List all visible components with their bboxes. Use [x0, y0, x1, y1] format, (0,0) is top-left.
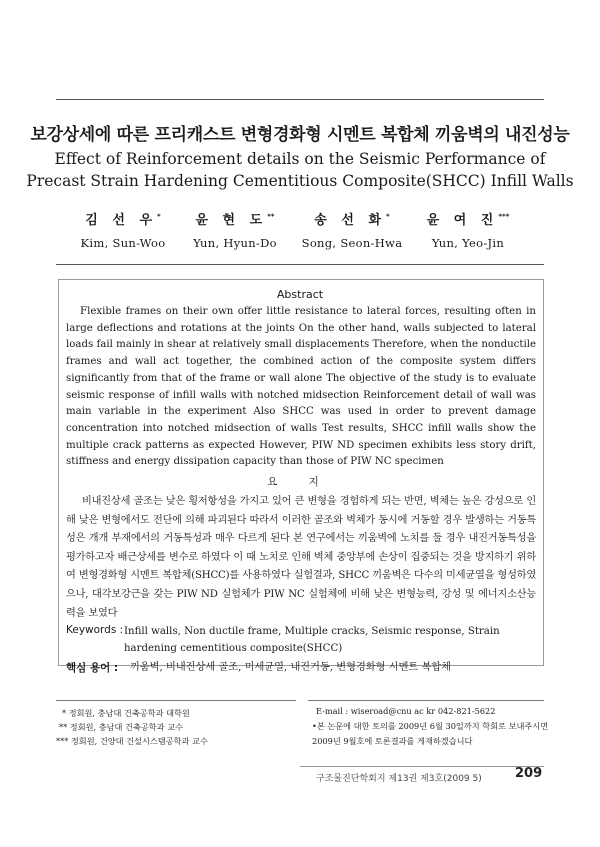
- english-title-line-2: Precast Strain Hardening Cementitious Composite(SHCC) Infill Walls: [26, 172, 574, 190]
- author-name-en: Song, Seon-Hwa: [301, 236, 403, 250]
- discussion-note: •본 논문에 대한 토의를 2009년 6월 30일까지 학회로 보내주시면 2009년 9월호에 토론결과를 게재하겠습니다: [312, 721, 549, 746]
- author-name-ko: 윤 현 도: [195, 213, 268, 228]
- footnote-text: 정회원, 건양대 건설시스템공학과 교수: [70, 736, 208, 746]
- keywords-korean-row: [66, 660, 546, 678]
- author-name-en: Yun, Yeo-Jin: [431, 236, 505, 250]
- author-4: [393, 209, 543, 250]
- author-mark: ***: [498, 212, 510, 221]
- footnote-1: [62, 708, 190, 719]
- korean-title: 보강상세에 따른 프리캐스트 변형경화형 시멘트 복합체 끼움벽의 내진성능: [30, 125, 570, 145]
- footnote-text: 정회원, 충남대 건축공학과 대학원: [68, 708, 190, 718]
- journal-rule: [300, 766, 544, 767]
- footnote-divider-left: [56, 700, 296, 701]
- author-name-en: Yun, Hyun-Do: [193, 236, 277, 250]
- english-title-line-1: Effect of Reinforcement details on the Seismic Performance of: [54, 150, 546, 168]
- journal-info: 구조물진단학회지 제13권 제3호(2009 5): [316, 774, 482, 784]
- author-name-ko: 김 선 우: [85, 213, 158, 228]
- abstract-english: Flexible frames on their own offer little resistance to lateral forces, resulting often in large deflections and rotations at the joints On the other hand, walls subjected to lateral loads fail mainly in shear at relatively small displacements Therefore, when the nonductile frames and wall act together, the combined action of the composite system differs significantly from that of the frame or wall alone The objective of the study is to evaluate seismic response of infill walls with notched midsection Reinforcement detail of wall was main variable in the experiment Also SHCC was used in order to prevent damage concentration into notched midsection of walls Test results, SHCC infill walls show the multiple crack patterns as expected However, PIW ND specimen exhibits less story drift, stiffness and energy dissipation capacity than those of PIW NC specimen: [66, 306, 536, 468]
- footnote-mark: **: [59, 722, 68, 732]
- author-name-ko: 송 선 화: [314, 213, 387, 228]
- abstract-heading: Abstract: [276, 288, 324, 301]
- author-name-ko: 윤 여 진: [426, 213, 499, 228]
- keywords-label: Keywords :: [66, 624, 124, 636]
- footnote-mark: *: [62, 708, 67, 718]
- abstract-korean: 비내진상세 골조는 낮은 횡저항성을 가지고 있어 큰 변형을 경험하게 되는 반면, 벽체는 높은 강성으로 인해 낮은 변형에서도 전단에 의해 파괴된다 따라서 이러한 골조와 벽체가 동시에 거동할 경우 발생하는 거동특성은 개개 부재에서의 거동특성과 매우 다르게 된다 본 연구에서는 끼움벽에 노치를 둘 경우 내진거동특성을 평가하고자 배근상세를 변수로 하였다 이 때 노치로 인해 벽체 중앙부에 손상이 집중되는 것을 방지하기 위하여 변형경화형 시멘트 복합체(SHCC)를 사용하였다 실험결과, SHCC 끼움벽은 다수의 미세균열을 형성하였으나, 대각보강근을 갖는 PIW ND 실험체가 PIW NC 실험체에 비해 낮은 변형능력, 강성 및 에너지소산능력을 보였다: [66, 496, 536, 619]
- author-name-en: Kim, Sun-Woo: [80, 236, 166, 250]
- footnote-divider-right: [308, 700, 544, 701]
- abstract-korean-heading: 요 지: [267, 476, 333, 488]
- keywords-korean-text: 끼움벽, 비내진상세 골조, 미세균열, 내진거동, 변형경화형 시멘트 복합체: [130, 662, 452, 673]
- page-number: 209: [515, 766, 543, 781]
- footnote-3: [56, 736, 208, 747]
- author-mark: *: [157, 212, 161, 221]
- keywords-text: Infill walls, Non ductile frame, Multiple cracks, Seismic response, Strain hardening cementitious composite(SHCC): [124, 626, 500, 654]
- author-mark: *: [386, 212, 390, 221]
- keywords-korean-label: 핵심 용어 :: [66, 662, 119, 674]
- author-mark: **: [267, 212, 275, 221]
- footnote-mark: ***: [56, 736, 69, 746]
- keywords-row: [66, 624, 546, 658]
- footnote-2: [59, 722, 183, 733]
- contact-email: E-mail : wiseroad@cnu ac kr 042-821-5622: [316, 706, 496, 716]
- footnote-text: 정회원, 충남대 건축공학과 교수: [69, 722, 184, 732]
